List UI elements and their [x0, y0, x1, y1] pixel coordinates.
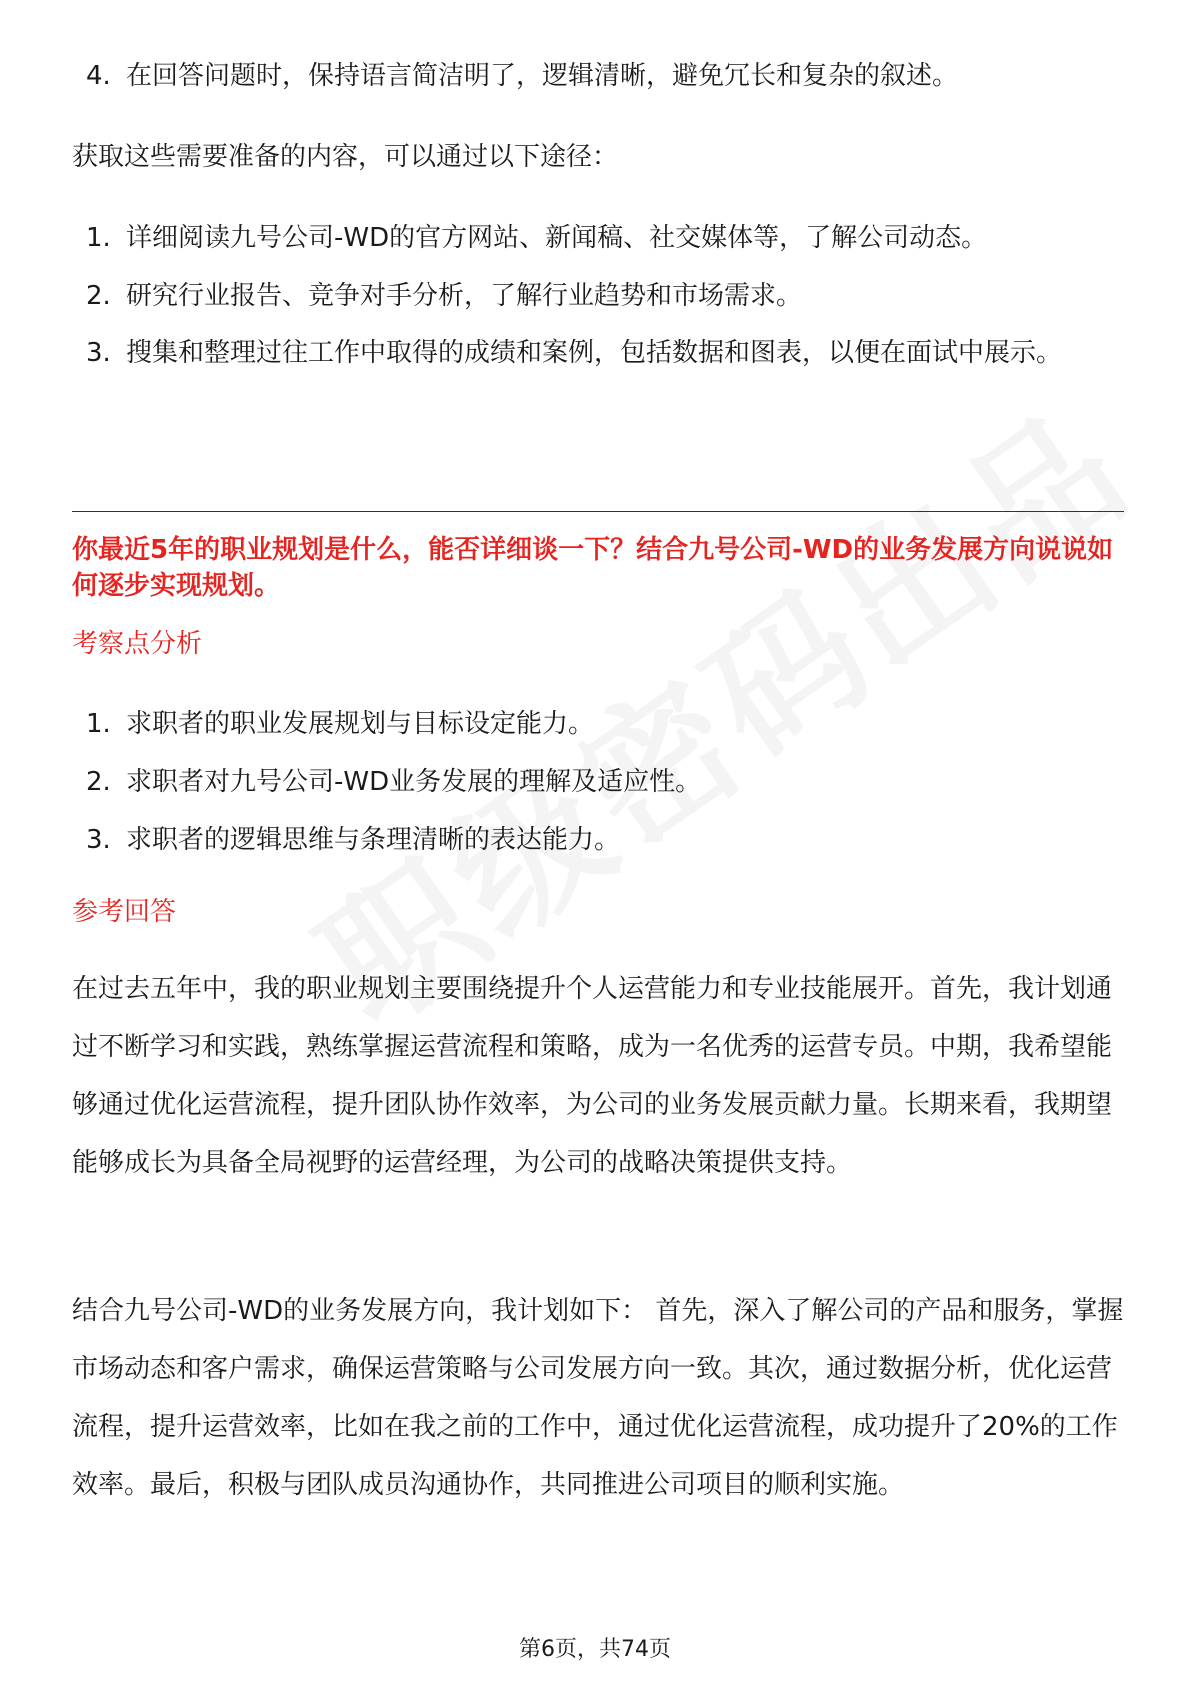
answer-paragraph-1: 在过去五年中，我的职业规划主要围绕提升个人运营能力和专业技能展开。首先，我计划通过不断学习和实践，熟练掌握运营流程和策略，成为一名优秀的运营专员。中期，我希望能够通过优化运营流程，提升团队协作效率，为公司的业务发展贡献力量。长期来看，我期望能够成长为具备全局视野的运营经理，为公司的战略决策提供支持。 — [72, 974, 1113, 1178]
list-text: 详细阅读九号公司-WD的官方网站、新闻稿、社交媒体等，了解公司动态。 — [126, 223, 988, 253]
top-list-block — [72, 48, 1124, 106]
list-text: 在回答问题时，保持语言简洁明了，逻辑清晰，避免冗长和复杂的叙述。 — [126, 61, 959, 91]
question-heading: 你最近5年的职业规划是什么，能否详细谈一下？结合九号公司-WD的业务发展方向说说如何逐步实现规划。 — [72, 535, 1114, 601]
list-item — [72, 754, 1124, 810]
sources-list — [72, 210, 1124, 380]
list-text: 研究行业报告、竞争对手分析，了解行业趋势和市场需求。 — [126, 281, 803, 311]
list-text: 搜集和整理过往工作中取得的成绩和案例，包括数据和图表，以便在面试中展示。 — [126, 338, 1063, 368]
document-page — [72, 0, 1124, 1684]
list-number: 1. — [86, 709, 111, 739]
answer-paragraph-2: 结合九号公司-WD的业务发展方向，我计划如下： 首先，深入了解公司的产品和服务，掌握市场动态和客户需求，确保运营策略与公司发展方向一致。其次，通过数据分析，优化运营流程，提升运营效率，比如在我之前的工作中，通过优化运营流程，成功提升了20%的工作效率。最后，积极与团队成员沟通协作，共同推进公司项目的顺利实施。 — [72, 1296, 1124, 1500]
list-number: 4. — [86, 61, 111, 91]
analysis-list — [72, 696, 1124, 868]
answer-heading: 参考回答 — [72, 897, 177, 927]
page-footer: 第6页，共74页 — [519, 1637, 671, 1662]
list-number: 3. — [86, 338, 111, 368]
list-number: 2. — [86, 281, 111, 311]
list-number: 3. — [86, 825, 111, 855]
list-item — [72, 48, 1124, 104]
list-item — [72, 696, 1124, 752]
top-list — [72, 48, 1124, 104]
list-item — [72, 326, 1124, 380]
list-text: 求职者的职业发展规划与目标设定能力。 — [126, 709, 595, 739]
list-text: 求职者的逻辑思维与条理清晰的表达能力。 — [126, 825, 621, 855]
list-number: 2. — [86, 767, 111, 797]
section-divider — [72, 511, 1124, 512]
list-number: 1. — [86, 223, 111, 253]
sources-intro: 获取这些需要准备的内容，可以通过以下途径： — [72, 142, 619, 172]
analysis-list-block — [72, 696, 1124, 870]
list-item — [72, 812, 1124, 868]
list-text: 求职者对九号公司-WD业务发展的理解及适应性。 — [126, 767, 702, 797]
list-item — [72, 210, 1124, 266]
list-item — [72, 268, 1124, 324]
sources-list-block — [72, 210, 1124, 382]
analysis-heading: 考察点分析 — [72, 629, 203, 659]
